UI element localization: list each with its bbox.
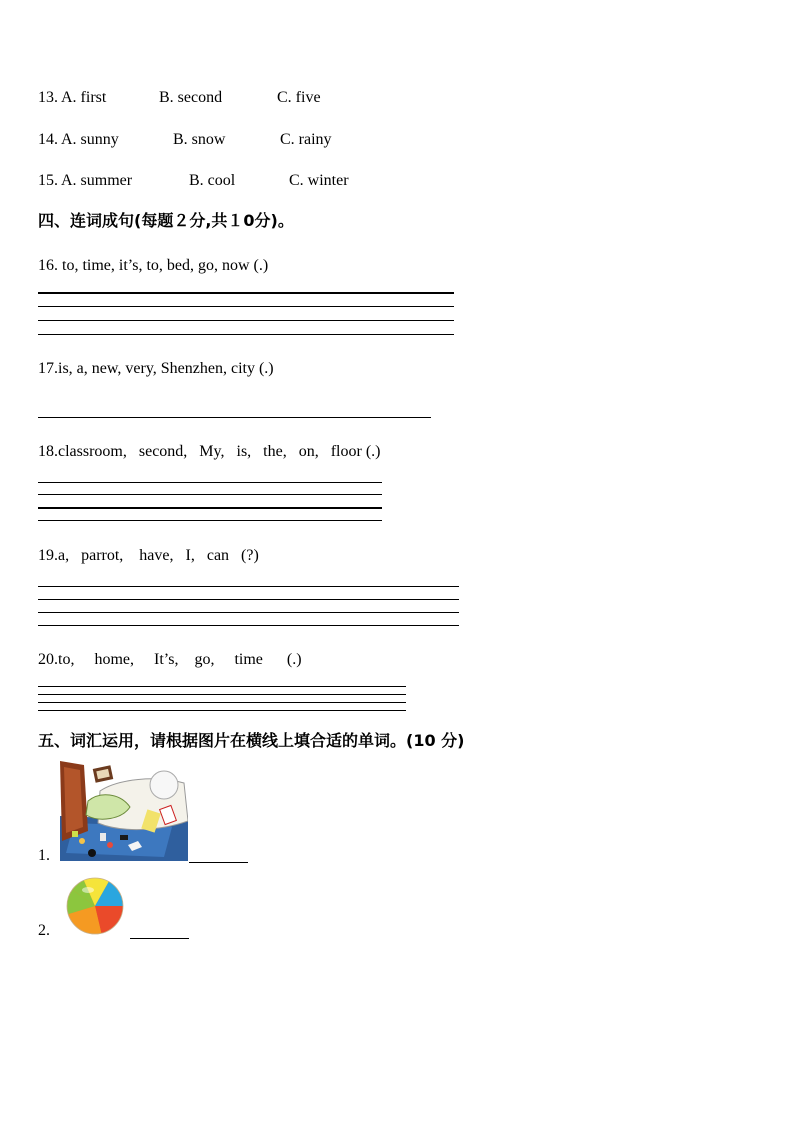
option-b: B. cool: [189, 172, 236, 189]
answer-line[interactable]: [38, 694, 406, 695]
answer-line[interactable]: [38, 292, 454, 294]
vocab-item-number: 1.: [38, 847, 50, 864]
answer-line[interactable]: [38, 494, 382, 495]
answer-line[interactable]: [38, 334, 454, 335]
answer-line[interactable]: [38, 417, 431, 418]
beach-ball-icon: [62, 876, 128, 936]
question-number: 14.: [38, 131, 58, 148]
question-number: 13.: [38, 89, 58, 106]
answer-line[interactable]: [38, 507, 382, 509]
sentence-item-19: 19.a, parrot, have, I, can (?): [38, 547, 259, 564]
vocab-answer-blank[interactable]: [130, 938, 189, 939]
option-a: A. summer: [61, 172, 133, 189]
sentence-item-20: 20.to, home, It’s, go, time (.): [38, 651, 302, 668]
answer-line[interactable]: [38, 320, 454, 321]
vocab-answer-blank[interactable]: [189, 862, 248, 863]
section-5-title: 五、词汇运用，请根据图片在横线上填合适的单词。(10 分): [38, 731, 465, 750]
answer-line[interactable]: [38, 306, 454, 307]
answer-line[interactable]: [38, 586, 459, 587]
answer-line[interactable]: [38, 520, 382, 521]
answer-line[interactable]: [38, 612, 459, 613]
question-number: 15.: [38, 172, 58, 189]
sentence-item-17: 17.is, a, new, very, Shenzhen, city (.): [38, 360, 274, 377]
option-b: B. second: [159, 89, 223, 106]
vocab-item-number: 2.: [38, 922, 50, 939]
option-c: C. winter: [289, 172, 349, 189]
section-4-title: 四、连词成句(每题２分,共１0分)。: [38, 211, 294, 230]
option-a: A. sunny: [61, 131, 119, 148]
answer-line[interactable]: [38, 686, 406, 687]
option-c: C. five: [277, 89, 321, 106]
messy-room-icon: [60, 761, 188, 861]
sentence-item-18: 18.classroom, second, My, is, the, on, floor (.): [38, 443, 381, 460]
answer-line[interactable]: [38, 599, 459, 600]
sentence-item-16: 16. to, time, it’s, to, bed, go, now (.): [38, 257, 269, 274]
option-a: A. first: [61, 89, 107, 106]
option-c: C. rainy: [280, 131, 332, 148]
answer-line[interactable]: [38, 710, 406, 711]
answer-line[interactable]: [38, 702, 406, 703]
answer-line[interactable]: [38, 482, 382, 483]
answer-line[interactable]: [38, 625, 459, 626]
option-b: B. snow: [173, 131, 226, 148]
